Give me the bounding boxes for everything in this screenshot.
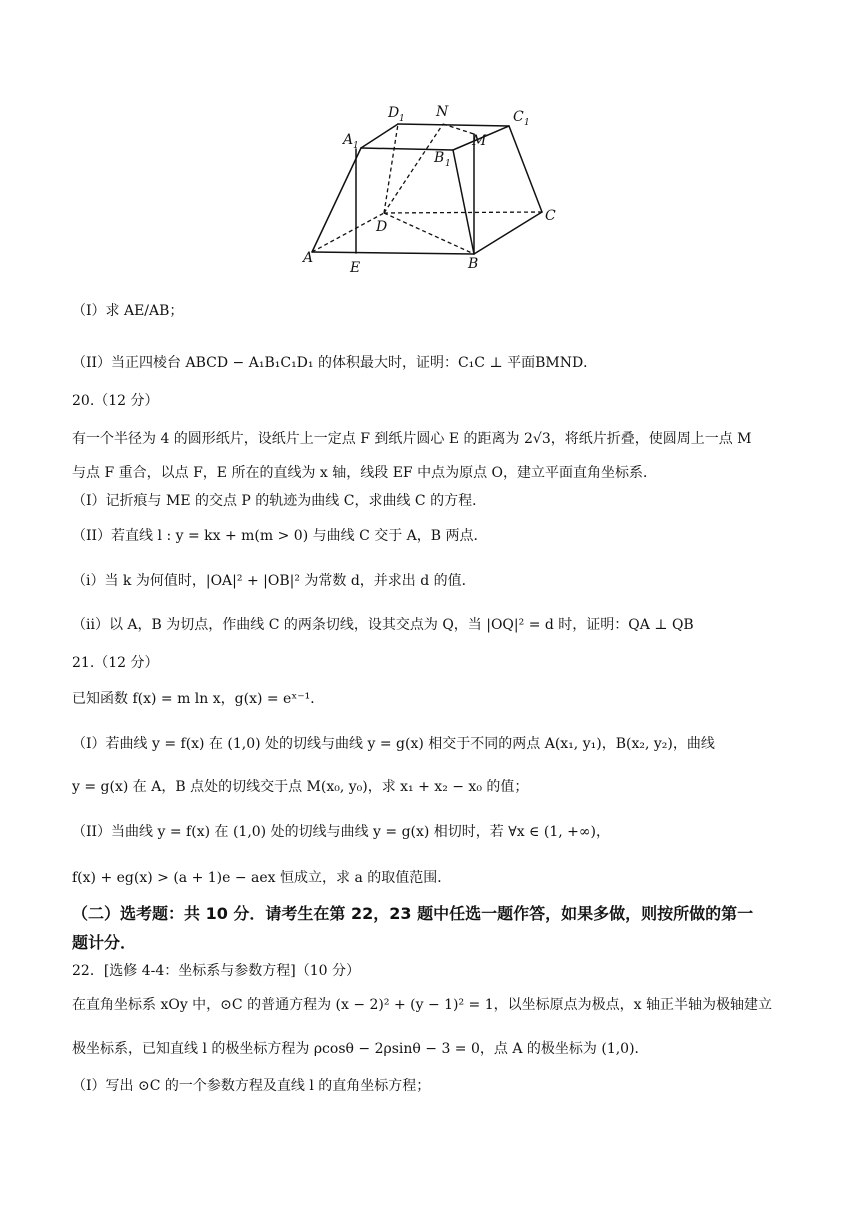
- label-d1-sub: 1: [399, 114, 405, 124]
- section2-line2: 题计分．: [72, 933, 137, 952]
- edge-db: [384, 213, 474, 254]
- q21-part1a: （I）若曲线 y = f(x) 在 (1,0) 处的切线与曲线 y = g(x) 相交于不同的两点 A(x₁, y₁)，B(x₂, y₂)，曲线: [72, 736, 715, 752]
- q19-part1: （I）求 AE/AB；: [72, 303, 184, 319]
- q21-header: 21.（12 分）: [72, 655, 159, 671]
- label-c: C: [545, 208, 556, 224]
- q21-part1b: y = g(x) 在 A，B 点处的切线交于点 M(x₀, y₀)，求 x₁ + x₂ − x₀ 的值；: [72, 779, 529, 795]
- label-n: N: [436, 104, 449, 120]
- q20-part2ii: （ii）以 A，B 为切点，作曲线 C 的两条切线，设其交点为 Q，当 |OQ|² = d 时，证明：QA ⊥ QB: [72, 617, 694, 633]
- q20-header: 20.（12 分）: [72, 393, 159, 409]
- q21-part2b: f(x) + eg(x) > (a + 1)e − aex 恒成立，求 a 的取值范围．: [72, 870, 452, 886]
- edge-aa1: [312, 148, 361, 252]
- q20-part1: （I）记折痕与 ME 的交点 P 的轨迹为曲线 C，求曲线 C 的方程．: [72, 493, 487, 509]
- edge-ab: [312, 252, 474, 254]
- q22-part1: （I）写出 ⊙C 的一个参数方程及直线 l 的直角坐标方程；: [72, 1078, 431, 1094]
- edge-dd1: [384, 124, 398, 213]
- q22-header: 22．[选修 4-4：坐标系与参数方程]（10 分）: [72, 963, 360, 979]
- label-b1-sub: 1: [445, 159, 451, 169]
- section2-line1: （二）选考题：共 10 分．请考生在第 22，23 题中任选一题作答，如果多做，则按所做的第一: [72, 904, 754, 923]
- label-c1: C: [513, 109, 524, 125]
- label-a: A: [303, 250, 314, 266]
- label-a1: A: [343, 132, 354, 148]
- label-c1-sub: 1: [524, 118, 530, 128]
- label-a1-sub: 1: [353, 141, 359, 151]
- label-b1: B: [434, 150, 445, 166]
- edge-cc1: [509, 126, 542, 212]
- q22-stem2: 极坐标系，已知直线 l 的极坐标方程为 ρcosθ − 2ρsinθ − 3 = 0，点 A 的极坐标为 (1,0)．: [72, 1041, 649, 1057]
- q20-part2: （II）若直线 l : y = kx + m(m > 0) 与曲线 C 交于 A，B 两点．: [72, 528, 488, 544]
- segment-dn: [384, 124, 443, 213]
- edge-bc: [474, 212, 542, 254]
- frustum-figure: [0, 0, 860, 290]
- label-d: D: [376, 219, 388, 235]
- q20-stem1: 有一个半径为 4 的圆形纸片，设纸片上一定点 F 到纸片圆心 E 的距离为 2√3，将纸片折叠，使圆周上一点 M: [72, 431, 752, 447]
- q21-part2a: （II）当曲线 y = f(x) 在 (1,0) 处的切线与曲线 y = g(x) 相切时，若 ∀x ∈ (1, +∞)，: [72, 824, 610, 840]
- q20-stem2: 与点 F 重合，以点 F，E 所在的直线为 x 轴，线段 EF 中点为原点 O，建立平面直角坐标系．: [72, 465, 658, 481]
- edge-bb1: [453, 150, 474, 254]
- q20-part2i: （i）当 k 为何值时，|OA|² + |OB|² 为常数 d，并求出 d 的值．: [72, 573, 476, 589]
- edge-ad: [312, 213, 384, 252]
- edge-d1c1: [398, 124, 509, 126]
- edge-a1d1: [361, 124, 398, 148]
- q22-stem1: 在直角坐标系 xOy 中，⊙C 的普通方程为 (x − 2)² + (y − 1)² = 1，以坐标原点为极点，x 轴正半轴为极轴建立: [72, 997, 772, 1013]
- label-m: M: [472, 133, 487, 149]
- edge-dc: [384, 212, 542, 213]
- label-b: B: [468, 256, 479, 272]
- label-d1: D: [388, 105, 400, 121]
- q21-stem: 已知函数 f(x) = m ln x，g(x) = eˣ⁻¹．: [72, 691, 325, 707]
- label-e: E: [350, 260, 361, 276]
- q19-part2: （II）当正四棱台 ABCD − A₁B₁C₁D₁ 的体积最大时，证明：C₁C ⊥ 平面BMND．: [72, 355, 598, 371]
